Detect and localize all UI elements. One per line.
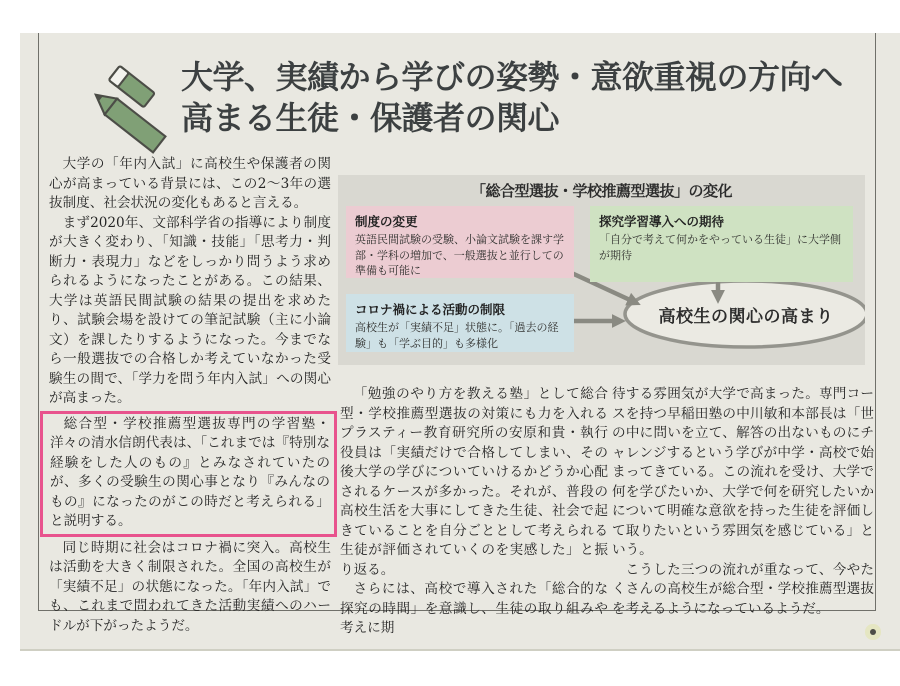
diagram-box-body: 「自分で考えて何かをやっている生徒」に大学側が期待 xyxy=(599,234,841,262)
selection-change-diagram xyxy=(338,175,865,365)
article-title xyxy=(181,57,881,139)
article-frame xyxy=(38,33,876,636)
diagram-box-title: 制度の変更 xyxy=(355,215,418,229)
diagram-box-system-change xyxy=(346,206,574,278)
paragraph: 総合型・学校推薦型選抜専門の学習塾・洋々の清水信朗代表は、「これまでは『特別な経験をした人のもの』とみなされていたのが、多くの受験生の関心事となり『みんなのもの』になったのがこの時だと考えられる」と説明する。 xyxy=(50,415,330,529)
paragraph: こうした三つの流れが重なって、今やたくさんの高校生が総合型・学校推薦型選抜を考えるようになっているようだ。 xyxy=(612,561,874,617)
paragraph: 待する雰囲気が大学で高まった。専門コースを持つ早稲田塾の中川敏和本部長は「世の中に問いを立て、解答の出ないものにチャレンジするという学びが中学・高校で始まってきている。この流れを受け、大学で何を学びたいか、大学で何を研究したいかについて明確な意欲を持った生徒を評価して取りたいという雰囲気を感じている」という。 xyxy=(612,386,874,558)
right-column xyxy=(612,385,874,619)
article-title-line-1: 大学、実績から学びの姿勢・意欲重視の方向へ xyxy=(181,59,843,95)
article-title-line-2: 高まる生徒・保護者の関心 xyxy=(181,100,560,136)
diagram-box-body: 高校生が「実績不足」状態に。「過去の経験」も「学ぶ目的」も多様化 xyxy=(355,322,559,350)
diagram-title: 「総合型選抜・学校推薦型選抜」の変化 xyxy=(470,183,732,200)
diagram-box-body: 英語民間試験の受験、小論文試験を課す学部・学科の増加で、一般選抜と並行しての準備も可能に xyxy=(355,234,564,277)
paragraph: まず2020年、文部科学省の指導により制度が大きく変わり、「知識・技能」「思考力・判断力・表現力」などをしっかり問うよう求められるようになったことがある。この結果、大学は英語民間試験の結果の提出を求めたり、試験会場を設けての筆記試験（主に小論文）を課したりするようになった。今までなら一般選抜での合格しか考えていなかった受験生の間で、「学力を問う年内入試」への関心が高まった。 xyxy=(49,214,331,406)
paragraph: さらには、高校で導入された「総合的な探究の時間」を意識し、生徒の取り組みや考えに期 xyxy=(340,581,608,636)
diagram-box-title: コロナ禍による活動の制限 xyxy=(355,303,506,317)
paragraph: 「勉強のやり方を教える塾」として総合型・学校推薦型選抜の対策にも力を入れるプラスティー教育研究所の安原和貴・執行役員は「実績だけで合格してしまい、その後大学の学びについていけるかどうか心配されるケースが多かった。それが、普段の高校生活を大事にしてきた生徒、社会で起きていることを自分ごととして考えられる生徒が評価されていくのを実感した」と振り返る。 xyxy=(340,386,608,578)
scanned-newspaper-page xyxy=(20,33,900,651)
page-marker-dot xyxy=(870,629,876,635)
middle-column xyxy=(340,385,608,639)
paragraph: 大学の「年内入試」に高校生や保護者の関心が高まっている背景には、この2〜3年の選抜制度、社会状況の変化もあると言える。 xyxy=(49,156,331,211)
left-column xyxy=(49,155,331,636)
pencil-icon xyxy=(81,57,189,163)
highlighted-quote-box xyxy=(40,411,337,537)
diagram-box-corona-restriction xyxy=(346,294,574,352)
diagram-box-title: 探究学習導入への期待 xyxy=(599,215,725,229)
result-ellipse-label: 高校生の関心の高まり xyxy=(658,306,834,326)
diagram-box-inquiry-learning xyxy=(590,206,853,282)
paragraph: 同じ時期に社会はコロナ禍に突入。高校生は活動を大きく制限された。全国の高校生が「実績不足」の状態になった。「年内入試」でも、これまで問われてきた活動実績へのハードルが下がったようだ。 xyxy=(49,539,331,634)
